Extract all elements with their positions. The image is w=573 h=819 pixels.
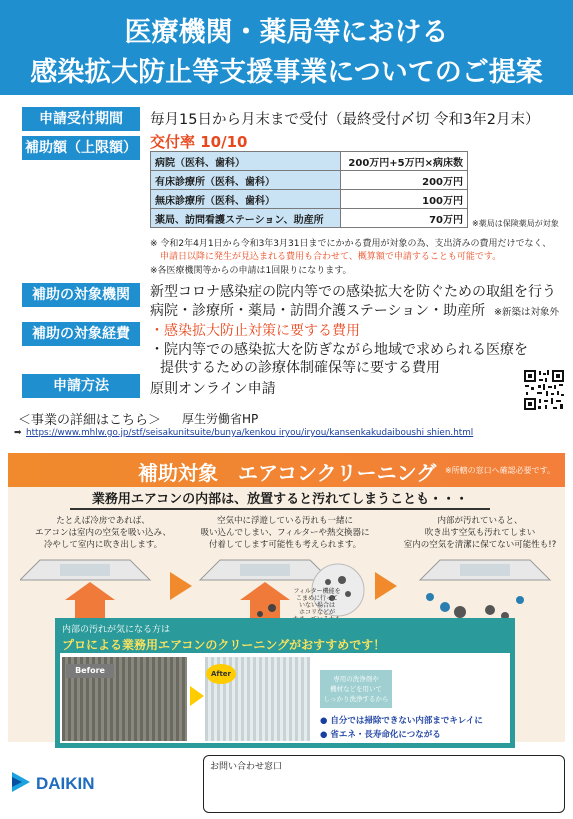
table-row — [151, 152, 468, 171]
target-expenses-label: 補助の対象経費 — [22, 322, 140, 346]
tool-note-line: 専用の洗浄剤や — [333, 675, 379, 683]
pane-text-line: エアコンは室内の空気を吸い込み、 — [34, 528, 172, 538]
subsidy-rate: 交付率 10/10 — [150, 133, 248, 151]
bubble-line: ホコリなどが — [298, 609, 335, 616]
green-line1: 内部の汚れが気になる方は — [62, 625, 171, 635]
table-cell-amount: 200万円+5万円×病床数 — [341, 152, 468, 171]
daikin-logo-icon — [10, 771, 32, 793]
benefit-2: ● 省エネ・長寿命化につながる — [320, 730, 441, 740]
pharmacy-note: ※薬局は保険薬局が対象 — [472, 219, 559, 228]
green-line2: プロによる業務用エアコンのクリーニングがおすすめです！ — [62, 638, 386, 652]
table-cell-amount: 100万円 — [341, 190, 468, 209]
subsidy-note-3: ※各医療機関等からの申請は1回限りになります。 — [150, 266, 352, 276]
table-cell-amount: 200万円 — [341, 171, 468, 190]
page-title-line2: 感染拡大防止等支援事業についてのご提案 — [30, 57, 543, 88]
subsidy-table — [150, 151, 468, 228]
pane-text-line: 付着してします可能性も考えられます。 — [208, 540, 362, 550]
after-tag: After — [206, 664, 236, 684]
bubble-line: こまめに行って — [295, 595, 338, 602]
daikin-logo: DAIKIN — [36, 774, 95, 793]
before-tag: Before — [66, 664, 114, 678]
target-expenses-line2: ・院内等での感染拡大を防ぎながら地域で求められる医療を — [150, 342, 528, 358]
target-institutions-label: 補助の対象機関 — [22, 283, 140, 307]
table-row — [151, 171, 468, 190]
aircon-banner — [8, 453, 565, 487]
arrow-right-icon: ➡ — [14, 428, 22, 438]
arrow-right-icon — [190, 686, 204, 706]
pane2-text — [200, 515, 370, 551]
table-cell-item: 病院（医科、歯科） — [151, 152, 341, 171]
qr-code[interactable] — [523, 369, 565, 411]
aircon-heading: 補助対象 エアコンクリーニング — [138, 461, 437, 485]
table-cell-item: 薬局、訪問看護ステーション、助産所 — [151, 209, 341, 228]
subsidy-note-1: ※ 令和2年4月1日から令和3年3月31日までにかかる費用が対象の為、支出済みの費用だけでなく、 — [150, 239, 552, 249]
details-url-link[interactable]: https://www.mhlw.go.jp/stf/seisakunitsuite/bunya/kenkou iryou/iryou/kansenkakudaiboushi shien.html — [26, 428, 474, 438]
table-cell-item: 有床診療所（医科、歯科） — [151, 171, 341, 190]
details-heading: ＜事業の詳細はこちら＞ — [18, 413, 162, 428]
pane-text-line: 冷やして室内に吹き出します。 — [43, 540, 163, 550]
application-period-label: 申請受付期間 — [22, 107, 140, 131]
pane1-text — [28, 515, 178, 551]
title-banner — [0, 0, 573, 95]
subsidy-label: 補助額（上限額） — [22, 136, 140, 160]
tool-note-line: しっかり洗浄するから — [323, 695, 389, 703]
table-row — [151, 209, 468, 228]
target-institutions-note: ※新築は対象外 — [494, 307, 559, 318]
target-expenses-line3: 提供するための診療体制確保等に要する費用 — [160, 360, 440, 376]
subsidy-note-2: 申請日以降に発生が見込まれる費用も合わせて、概算額で申請することも可能です。 — [160, 252, 502, 262]
target-institutions-line1: 新型コロナ感染症の院内等での感染拡大を防ぐための取組を行う — [150, 284, 556, 300]
pane3-text — [395, 515, 565, 551]
application-period-text: 毎月15日から月末まで受付（最終受付〆切 令和3年2月末） — [150, 112, 540, 128]
table-cell-amount: 70万円 — [341, 209, 468, 228]
pane-text-line: 室内の空気を清潔に保てない可能性も!? — [403, 540, 557, 550]
pane-text-line: 空気中に浮遊している汚れも一緒に — [216, 516, 353, 526]
application-method-label: 申請方法 — [22, 374, 140, 398]
tool-note — [320, 674, 392, 704]
bubble-line: フィルター機能を — [293, 588, 341, 595]
aircon-subheading: 業務用エアコンの内部は、放置すると汚れてしまうことも・・・ — [91, 492, 469, 507]
table-cell-item: 無床診療所（医科、歯科） — [151, 190, 341, 209]
page-title-line1: 医療機関・薬局等における — [124, 17, 449, 48]
benefit-1: ● 自分では掃除できない内部までキレイに — [320, 716, 483, 726]
table-row — [151, 190, 468, 209]
bubble-line: いない場合は — [298, 602, 335, 609]
application-method-text: 原則オンライン申請 — [150, 381, 276, 397]
details-source: 厚生労働省HP — [182, 412, 259, 426]
pane-text-line: 吸い込んでしまい、フィルターや熱交換器に — [200, 528, 370, 538]
pane-text-line: 内部が汚れていると、 — [437, 516, 523, 526]
contact-label: お問い合わせ窓口 — [210, 762, 283, 772]
aircon-subheading-box — [70, 488, 490, 510]
target-expenses-line1: ・感染拡大防止対策に要する費用 — [150, 323, 360, 339]
pane-text-line: 吹き出す空気も汚れてしまい — [424, 528, 536, 538]
pane-text-line: たとえば冷房であれば、 — [56, 516, 150, 526]
tool-note-line: 機材などを用いて — [330, 685, 382, 693]
target-institutions-line2: 病院・診療所・薬局・訪問介護ステーション・助産所 — [150, 303, 486, 319]
aircon-heading-note: ※所轄の窓口へ確認必要です。 — [444, 466, 555, 475]
